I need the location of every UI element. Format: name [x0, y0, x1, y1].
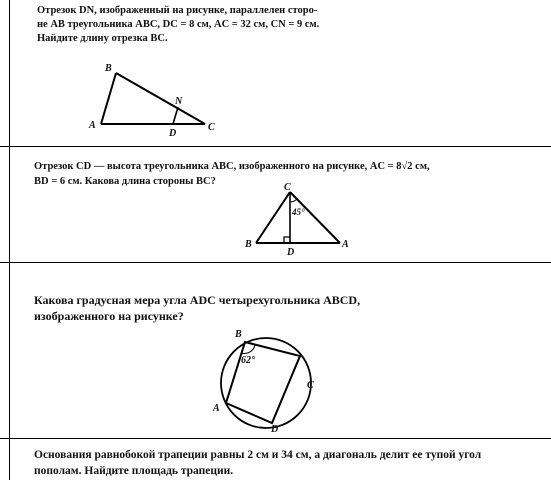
circumcircle [221, 338, 311, 428]
label-angle: 45° [292, 207, 305, 217]
task-4-line-2: пополам. Найдите площадь трапеции. [34, 465, 234, 477]
label-d: D [287, 247, 295, 258]
side-ac [290, 192, 340, 243]
divider-1 [0, 146, 551, 147]
divider-3 [0, 438, 551, 439]
label-d: D [169, 128, 177, 139]
task-2-triangle-figure [240, 180, 360, 260]
label-n: N [175, 96, 183, 107]
quadrilateral-abcd [226, 342, 300, 423]
task-2-line-2: BD = 6 см. Какова длина стороны BC? [34, 176, 216, 187]
side-ab [101, 73, 116, 124]
label-a: A [89, 120, 96, 131]
side-bc [116, 73, 205, 124]
divider-2 [0, 262, 551, 263]
task-2-line-1: Отрезок CD — высота треугольника ABC, изображенного на рисунке, AC = 8√2 см, [34, 161, 430, 172]
side-bc [256, 192, 290, 243]
left-margin-rule [9, 0, 10, 480]
task-1-line-1: Отрезок DN, изображенный на рисунке, параллелен сторо- [37, 5, 318, 16]
segment-dn [173, 107, 178, 124]
label-a: A [213, 403, 220, 414]
label-c: C [284, 182, 291, 193]
task-1-line-2: не AB треугольника ABC, DC = 8 см, AC = 32 см, CN = 9 см. [37, 19, 320, 30]
label-angle: 62° [241, 355, 255, 366]
task-1-triangle-figure [85, 60, 225, 140]
label-b: B [245, 239, 252, 250]
task-1-text [37, 4, 542, 46]
task-4-text [34, 447, 544, 479]
task-3-text [34, 292, 544, 324]
task-3-line-2: изображенного на рисунке? [34, 309, 184, 323]
task-3-line-1: Какова градусная мера угла ADC четырехугольника ABCD, [34, 293, 361, 307]
angle-arc [290, 199, 297, 202]
label-d: D [271, 424, 279, 435]
label-a: A [342, 239, 349, 250]
label-b: B [105, 63, 112, 74]
label-c: C [307, 380, 314, 391]
label-c: C [208, 122, 215, 133]
label-b: B [235, 329, 242, 340]
task-1-line-3: Найдите длину отрезка BC. [37, 33, 168, 44]
task-3-inscribed-figure [205, 328, 335, 438]
task-4-line-1: Основания равнобокой трапеции равны 2 см и 34 см, а диагональ делит ее тупой угол [34, 449, 482, 461]
